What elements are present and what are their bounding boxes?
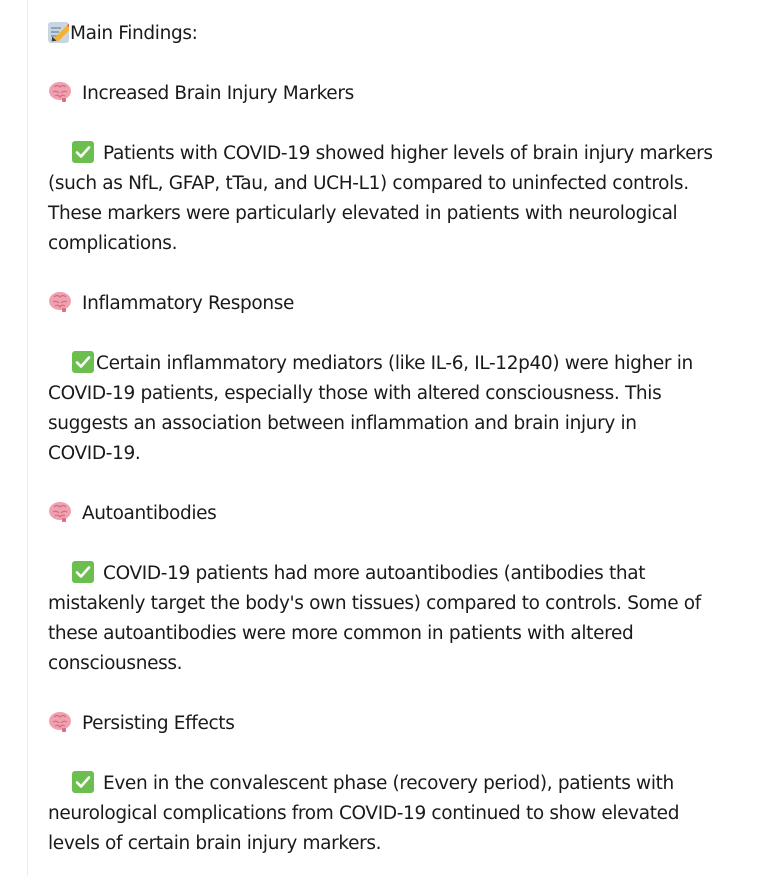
check-mark-icon [72,141,94,163]
section-heading [48,709,748,739]
paragraph-line: COVID-19 patients, especially those with altered consciousness. This [48,383,662,404]
section-heading [48,79,748,109]
paragraph-line: levels of certain brain injury markers. [48,833,382,854]
left-divider [27,0,28,876]
paragraph-line: these autoantibodies were more common in patients with altered [48,623,634,644]
paragraph-line: neurological complications from COVID-19 continued to show elevated [48,803,680,824]
brain-icon [48,81,72,103]
paragraph-line: COVID-19 patients had more autoantibodies (antibodies that [103,563,646,584]
paragraph-line: consciousness. [48,653,183,674]
section-heading [48,499,748,529]
section-heading-text: Inflammatory Response [82,293,295,314]
paragraph-line: Even in the convalescent phase (recovery period), patients with [103,773,674,794]
findings-title [48,19,748,49]
paragraph-line: Patients with COVID-19 showed higher levels of brain injury markers [103,143,713,164]
section-heading [48,289,748,319]
brain-icon [48,501,72,523]
section-paragraph [48,349,748,469]
brain-icon [48,711,72,733]
check-mark-icon [72,561,94,583]
section-heading-text: Autoantibodies [82,503,217,524]
brain-icon [48,291,72,313]
section-heading-text: Increased Brain Injury Markers [82,83,354,104]
section-paragraph [48,139,748,259]
paragraph-line: mistakenly target the body's own tissues) compared to controls. Some of [48,593,701,614]
paragraph-line: complications. [48,233,178,254]
paragraph-line: (such as NfL, GFAP, tTau, and UCH-L1) compared to uninfected controls. [48,173,689,194]
paragraph-line: COVID-19. [48,443,141,464]
findings-title-text: Main Findings: [70,23,198,44]
section-paragraph [48,769,748,859]
paragraph-line: suggests an association between inflammation and brain injury in [48,413,637,434]
check-mark-icon [72,771,94,793]
check-mark-icon [72,351,94,373]
findings-content [48,19,748,889]
section-heading-text: Persisting Effects [82,713,235,734]
section-paragraph [48,559,748,679]
memo-icon [48,22,69,43]
paragraph-line: These markers were particularly elevated in patients with neurological [48,203,678,224]
paragraph-line: Certain inflammatory mediators (like IL-6, IL-12p40) were higher in [96,353,693,374]
